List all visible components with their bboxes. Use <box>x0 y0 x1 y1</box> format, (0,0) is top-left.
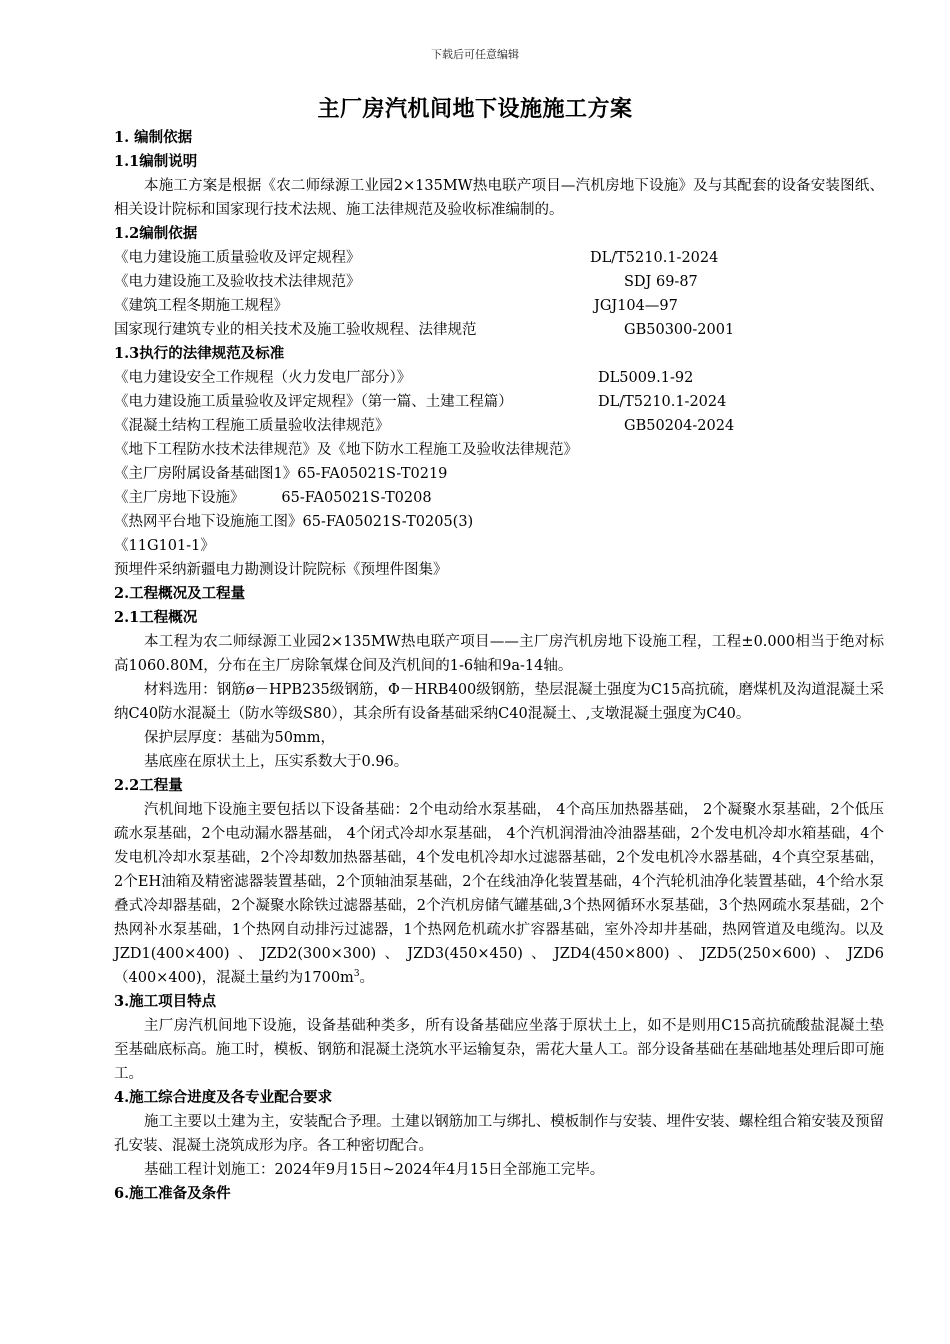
reference-code: DL/T5210.1-2024 <box>590 250 719 266</box>
section-heading: 3.施工项目特点 <box>114 993 217 1010</box>
reference-name: 《电力建设施工及验收技术法律规范》 <box>114 274 361 290</box>
subsection-heading: 1.2编制依据 <box>114 225 198 242</box>
reference-name: 《电力建设施工质量验收及评定规程》（第一篇、土建工程篇） <box>114 394 513 410</box>
paragraph: 保护层厚度：基础为50mm， <box>144 730 335 746</box>
reference-row <box>114 294 884 318</box>
reference-line: 《主厂房地下设施》 65-FA05021S-T0208 <box>114 490 432 506</box>
reference-code: SDJ 69-87 <box>624 274 698 290</box>
reference-code: DL5009.1-92 <box>598 370 694 386</box>
standards-list <box>114 366 884 582</box>
section-heading: 6.施工准备及条件 <box>114 1185 231 1202</box>
reference-row <box>114 414 884 438</box>
paragraph: 施工主要以土建为主，安装配合予理。土建以钢筋加工与绑扎、模板制作与安装、埋件安装、螺栓组合箱安装及预留孔安装、混凝土浇筑成形为序。各工种密切配合。 <box>114 1114 884 1154</box>
reference-row <box>114 246 884 270</box>
header-note: 下载后可任意编辑 <box>431 48 519 61</box>
reference-line: 《11G101-1》 <box>114 538 215 554</box>
superscript: 3 <box>353 969 360 980</box>
paragraph: 基础工程计划施工：2024年9月15日~2024年4月15日全部施工完毕。 <box>144 1162 605 1178</box>
reference-name: 国家现行建筑专业的相关技术及施工验收规程、法律规范 <box>114 322 477 338</box>
reference-name: 《电力建设施工质量验收及评定规程》 <box>114 250 361 266</box>
subsection-heading: 2.2工程量 <box>114 777 183 794</box>
section-heading: 1. 编制依据 <box>114 129 193 146</box>
reference-code: GB50204-2024 <box>624 418 735 434</box>
subsection-heading: 1.1编制说明 <box>114 153 198 170</box>
reference-row <box>114 390 884 414</box>
reference-name: 《混凝土结构工程施工质量验收法律规范》 <box>114 418 390 434</box>
quantity-text: 汽机间地下设施主要包括以下设备基础：2个电动给水泵基础， 4个高压加热器基础， 2个凝聚水泵基础，2个低压疏水泵基础，2个电动漏水器基础， 4个闭式冷却水泵基础， 4个汽机润滑油冷油器基础，2个发电机冷却水箱基础，4个发电机冷却水泵基础，2个冷却数加热器基础，4个发电机冷却水过滤器基础，2个发电机冷水器基础，4个真空泵基础，2个EH油箱及精密滤器装置基础，2个顶轴油泵基础，2个在线油净化装置基础，4个汽轮机油净化装置基础，4个给水泵叠式冷却器基础，2个凝聚水除铁过滤器基础，2个汽机房储气罐基础,3个热网循环水泵基础，3个热网疏水泵基础，2个热网补水泵基础，1个热网自动排污过滤器，1个热网危机疏水扩容器基础，室外冷却井基础，热网管道及电缆沟。以及JZD1(400×400)、JZD2(300×300)、JZD3(450×450)、JZD4(450×800)、JZD5(250×600)、JZD6（400×400)，混凝土量约为1700m <box>114 802 884 986</box>
paragraph: 本施工方案是根据《农二师绿源工业园2×135MW热电联产项目—汽机房地下设施》及与其配套的设备安装图纸、相关设计院标和国家现行技术法规、施工法律规范及验收标准编制的。 <box>114 178 884 218</box>
reference-line: 《主厂房附属设备基础图1》65-FA05021S-T0219 <box>114 466 448 482</box>
reference-code: JGJ104—97 <box>594 298 678 314</box>
quantity-text-end: 。 <box>359 970 375 986</box>
reference-row <box>114 318 884 342</box>
subsection-heading: 2.1工程概况 <box>114 609 198 626</box>
subsection-heading: 1.3执行的法律规范及标准 <box>114 345 285 362</box>
reference-name: 《建筑工程冬期施工规程》 <box>114 298 288 314</box>
section-heading: 2.工程概况及工程量 <box>114 585 246 602</box>
paragraph: 本工程为农二师绿源工业园2×135MW热电联产项目——主厂房汽机房地下设施工程，工程±0.000相当于绝对标高1060.80M，分布在主厂房除氧煤仓间及汽机间的1-6轴和9a-14轴。 <box>114 634 884 674</box>
reference-list <box>114 246 884 342</box>
reference-name: 《电力建设安全工作规程（火力发电厂部分）》 <box>114 370 412 386</box>
paragraph: 主厂房汽机间地下设施，设备基础种类多，所有设备基础应坐落于原状土上，如不是则用C15高抗硫酸盐混凝土垫至基础底标高。施工时，模板、钢筋和混凝土浇筑水平运输复杂，需花大量人工。部分设备基础在基础地基处理后即可施工。 <box>114 1018 884 1082</box>
reference-code: DL/T5210.1-2024 <box>598 394 727 410</box>
reference-line: 《热网平台地下设施施工图》65-FA05021S-T0205(3) <box>114 514 474 530</box>
paragraph: 基底座在原状土上，压实系数大于0.96。 <box>144 754 409 770</box>
document-body <box>114 126 884 1206</box>
reference-line: 预埋件采纳新疆电力勘测设计院院标《预埋件图集》 <box>114 562 448 578</box>
reference-line: 《地下工程防水技术法律规范》及《地下防水工程施工及验收法律规范》 <box>114 442 578 458</box>
reference-row <box>114 366 884 390</box>
document-title: 主厂房汽机间地下设施施工方案 <box>317 96 633 122</box>
reference-code: GB50300-2001 <box>624 322 735 338</box>
paragraph <box>114 798 884 990</box>
paragraph: 材料选用：钢筋ø－HPB235级钢筋，Φ－HRB400级钢筋，垫层混凝土强度为C15高抗硫，磨煤机及沟道混凝土采纳C40防水混凝土（防水等级S80），其余所有设备基础采纳C40混凝土、,支墩混凝土强度为C40。 <box>114 682 884 722</box>
section-heading: 4.施工综合进度及各专业配合要求 <box>114 1089 333 1106</box>
reference-row <box>114 270 884 294</box>
